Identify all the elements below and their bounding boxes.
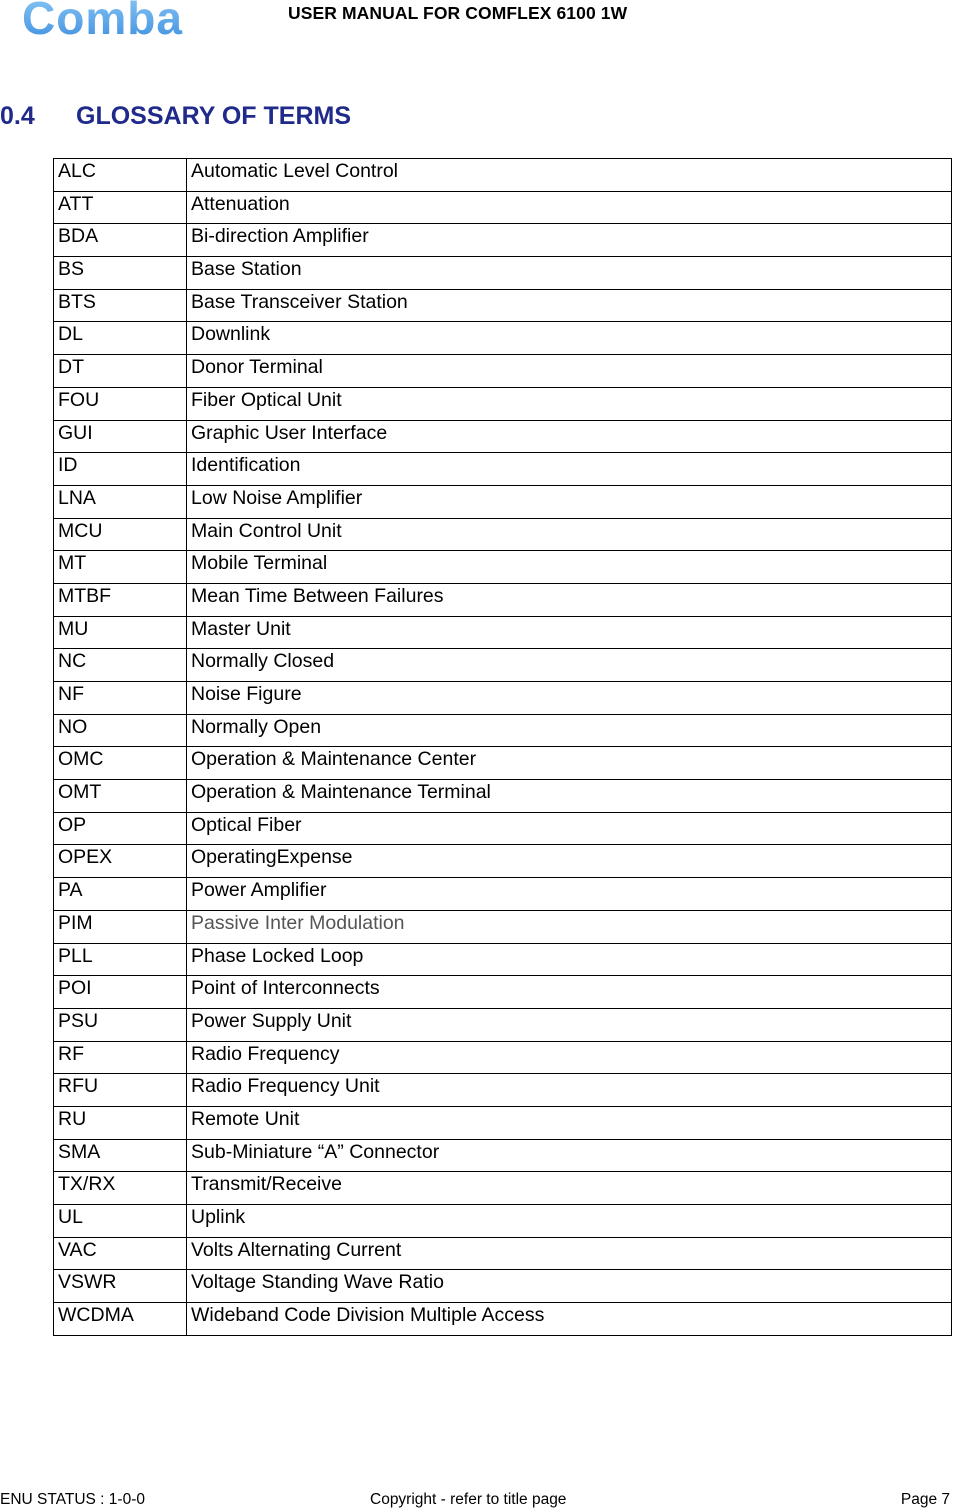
glossary-definition: Transmit/Receive bbox=[187, 1172, 952, 1205]
table-row bbox=[54, 747, 952, 780]
glossary-definition: Identification bbox=[187, 453, 952, 486]
glossary-definition: Base Transceiver Station bbox=[187, 289, 952, 322]
glossary-definition: Operation & Maintenance Terminal bbox=[187, 780, 952, 813]
glossary-abbreviation: RU bbox=[54, 1106, 187, 1139]
glossary-abbreviation: VAC bbox=[54, 1237, 187, 1270]
table-row bbox=[54, 780, 952, 813]
table-row bbox=[54, 355, 952, 388]
glossary-abbreviation: OMC bbox=[54, 747, 187, 780]
table-row bbox=[54, 1237, 952, 1270]
glossary-abbreviation: SMA bbox=[54, 1139, 187, 1172]
table-row bbox=[54, 1205, 952, 1238]
glossary-abbreviation: PLL bbox=[54, 943, 187, 976]
table-row bbox=[54, 583, 952, 616]
glossary-abbreviation: ID bbox=[54, 453, 187, 486]
glossary-definition: Optical Fiber bbox=[187, 812, 952, 845]
table-row bbox=[54, 878, 952, 911]
glossary-definition: Donor Terminal bbox=[187, 355, 952, 388]
glossary-abbreviation: NF bbox=[54, 682, 187, 715]
glossary-definition: Passive Inter Modulation bbox=[187, 910, 952, 943]
section-heading bbox=[0, 102, 351, 131]
glossary-definition: Automatic Level Control bbox=[187, 159, 952, 192]
section-number: 0.4 bbox=[0, 102, 35, 130]
table-row bbox=[54, 649, 952, 682]
glossary-definition: Remote Unit bbox=[187, 1106, 952, 1139]
glossary-definition: Wideband Code Division Multiple Access bbox=[187, 1303, 952, 1336]
table-row bbox=[54, 616, 952, 649]
table-row bbox=[54, 191, 952, 224]
glossary-definition: Normally Closed bbox=[187, 649, 952, 682]
glossary-abbreviation: TX/RX bbox=[54, 1172, 187, 1205]
glossary-abbreviation: RF bbox=[54, 1041, 187, 1074]
table-row bbox=[54, 1172, 952, 1205]
table-row bbox=[54, 1041, 952, 1074]
glossary-definition: Attenuation bbox=[187, 191, 952, 224]
table-row bbox=[54, 387, 952, 420]
glossary-abbreviation: OP bbox=[54, 812, 187, 845]
glossary-abbreviation: BS bbox=[54, 257, 187, 290]
glossary-abbreviation: LNA bbox=[54, 485, 187, 518]
table-row bbox=[54, 943, 952, 976]
glossary-abbreviation: MT bbox=[54, 551, 187, 584]
glossary-definition: Low Noise Amplifier bbox=[187, 485, 952, 518]
table-row bbox=[54, 714, 952, 747]
glossary-definition: Graphic User Interface bbox=[187, 420, 952, 453]
table-row bbox=[54, 1139, 952, 1172]
glossary-abbreviation: GUI bbox=[54, 420, 187, 453]
glossary-definition: OperatingExpense bbox=[187, 845, 952, 878]
glossary-abbreviation: UL bbox=[54, 1205, 187, 1238]
table-row bbox=[54, 682, 952, 715]
glossary-abbreviation: PIM bbox=[54, 910, 187, 943]
table-row bbox=[54, 453, 952, 486]
glossary-definition: Bi-direction Amplifier bbox=[187, 224, 952, 257]
table-row bbox=[54, 1270, 952, 1303]
glossary-definition: Radio Frequency Unit bbox=[187, 1074, 952, 1107]
table-row bbox=[54, 224, 952, 257]
glossary-definition: Master Unit bbox=[187, 616, 952, 649]
glossary-abbreviation: NC bbox=[54, 649, 187, 682]
table-row bbox=[54, 910, 952, 943]
glossary-definition: Point of Interconnects bbox=[187, 976, 952, 1009]
glossary-abbreviation: WCDMA bbox=[54, 1303, 187, 1336]
glossary-abbreviation: BTS bbox=[54, 289, 187, 322]
glossary-abbreviation: ATT bbox=[54, 191, 187, 224]
table-row bbox=[54, 812, 952, 845]
glossary-abbreviation: PA bbox=[54, 878, 187, 911]
table-row bbox=[54, 322, 952, 355]
table-row bbox=[54, 420, 952, 453]
svg-text:Comba: Comba bbox=[22, 0, 183, 40]
glossary-abbreviation: BDA bbox=[54, 224, 187, 257]
document-header-title: USER MANUAL FOR COMFLEX 6100 1W bbox=[288, 3, 628, 23]
glossary-definition: Fiber Optical Unit bbox=[187, 387, 952, 420]
glossary-definition: Voltage Standing Wave Ratio bbox=[187, 1270, 952, 1303]
footer-copyright: Copyright - refer to title page bbox=[370, 1491, 567, 1508]
glossary-abbreviation: VSWR bbox=[54, 1270, 187, 1303]
glossary-abbreviation: RFU bbox=[54, 1074, 187, 1107]
glossary-definition: Power Amplifier bbox=[187, 878, 952, 911]
glossary-abbreviation: MTBF bbox=[54, 583, 187, 616]
comba-logo bbox=[22, 0, 212, 40]
glossary-table bbox=[53, 158, 952, 1336]
glossary-abbreviation: POI bbox=[54, 976, 187, 1009]
table-row bbox=[54, 1074, 952, 1107]
glossary-abbreviation: NO bbox=[54, 714, 187, 747]
table-row bbox=[54, 518, 952, 551]
glossary-definition: Power Supply Unit bbox=[187, 1008, 952, 1041]
glossary-abbreviation: OPEX bbox=[54, 845, 187, 878]
glossary-abbreviation: PSU bbox=[54, 1008, 187, 1041]
table-row bbox=[54, 551, 952, 584]
glossary-definition: Normally Open bbox=[187, 714, 952, 747]
glossary-abbreviation: MCU bbox=[54, 518, 187, 551]
glossary-abbreviation: DL bbox=[54, 322, 187, 355]
glossary-definition: Mean Time Between Failures bbox=[187, 583, 952, 616]
glossary-definition: Radio Frequency bbox=[187, 1041, 952, 1074]
glossary-definition: Sub-Miniature “A” Connector bbox=[187, 1139, 952, 1172]
table-row bbox=[54, 485, 952, 518]
glossary-definition: Downlink bbox=[187, 322, 952, 355]
section-title: GLOSSARY OF TERMS bbox=[76, 102, 352, 130]
glossary-definition: Base Station bbox=[187, 257, 952, 290]
glossary-definition: Mobile Terminal bbox=[187, 551, 952, 584]
table-row bbox=[54, 289, 952, 322]
glossary-definition: Volts Alternating Current bbox=[187, 1237, 952, 1270]
table-row bbox=[54, 1303, 952, 1336]
glossary-abbreviation: DT bbox=[54, 355, 187, 388]
table-row bbox=[54, 257, 952, 290]
glossary-abbreviation: MU bbox=[54, 616, 187, 649]
glossary-definition: Uplink bbox=[187, 1205, 952, 1238]
table-row bbox=[54, 1106, 952, 1139]
glossary-abbreviation: ALC bbox=[54, 159, 187, 192]
glossary-definition: Phase Locked Loop bbox=[187, 943, 952, 976]
glossary-definition: Main Control Unit bbox=[187, 518, 952, 551]
glossary-abbreviation: OMT bbox=[54, 780, 187, 813]
footer-page-number: Page 7 bbox=[900, 1491, 950, 1508]
table-row bbox=[54, 159, 952, 192]
table-row bbox=[54, 845, 952, 878]
glossary-definition: Operation & Maintenance Center bbox=[187, 747, 952, 780]
table-row bbox=[54, 1008, 952, 1041]
glossary-definition: Noise Figure bbox=[187, 682, 952, 715]
footer-status: ENU STATUS : 1-0-0 bbox=[0, 1491, 145, 1508]
glossary-abbreviation: FOU bbox=[54, 387, 187, 420]
table-row bbox=[54, 976, 952, 1009]
